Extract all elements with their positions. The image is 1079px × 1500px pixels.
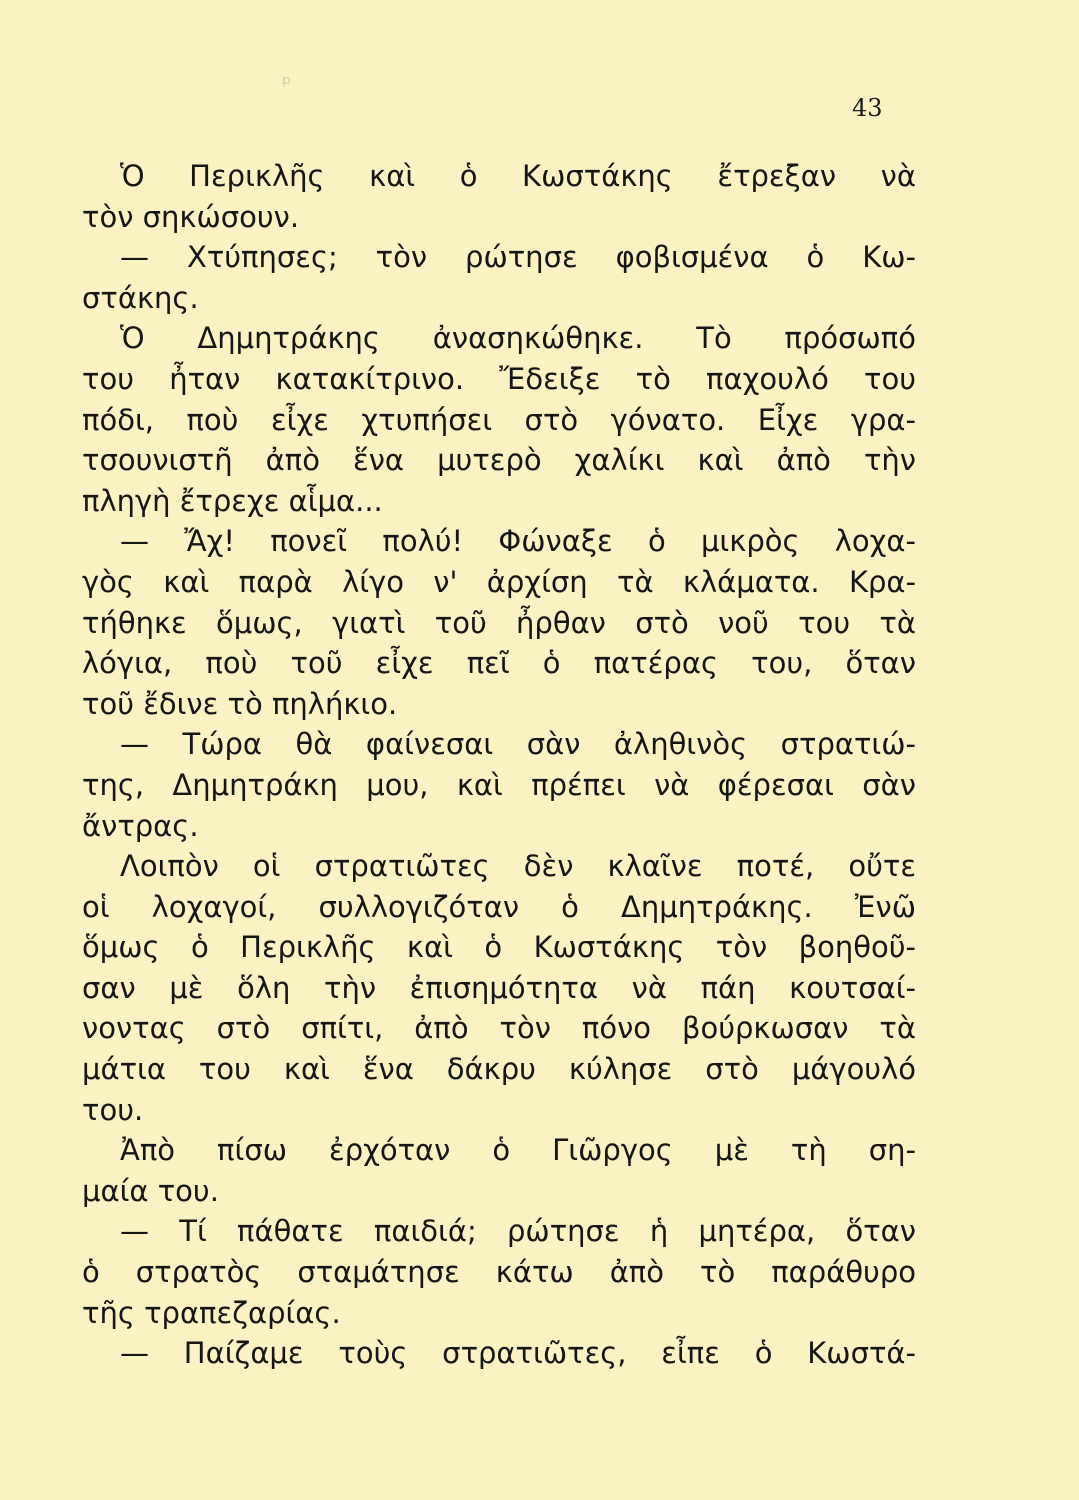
text-line: ἄντρας. <box>82 808 199 843</box>
text-line: πληγὴ ἔτρεχε αἷμα... <box>82 483 383 518</box>
pencil-mark-icon: ᵖ <box>282 72 292 97</box>
text-line: τσουνιστῆ ἀπὸ ἕνα μυτερὸ χαλίκι καὶ ἀπὸ τὴν <box>82 443 916 478</box>
text-line: τήθηκε ὅμως, γιατὶ τοῦ ἦρθαν στὸ νοῦ του τὰ <box>82 605 916 640</box>
text-line: στάκης. <box>82 280 199 315</box>
text-line: τῆς τραπεζαρίας. <box>82 1295 341 1330</box>
text-line: — Χτύπησες; τὸν ρώτησε φοβισμένα ὁ Κω- <box>120 240 916 275</box>
text-line: τὸν σηκώσουν. <box>82 199 300 234</box>
text-line: τοῦ ἔδινε τὸ πηλήκιο. <box>82 686 398 721</box>
text-line: πόδι, ποὺ εἶχε χτυπήσει στὸ γόνατο. Εἶχε γρα- <box>82 402 916 437</box>
text-line: μάτια του καὶ ἕνα δάκρυ κύλησε στὸ μάγουλό <box>82 1052 916 1087</box>
text-line: ὅμως ὁ Περικλῆς καὶ ὁ Κωστάκης τὸν βοηθοῦ- <box>82 930 916 965</box>
text-line: Ὁ Περικλῆς καὶ ὁ Κωστάκης ἔτρεξαν νὰ <box>120 159 916 193</box>
text-line: του ἦταν κατακίτρινο. Ἔδειξε τὸ παχουλό του <box>82 361 916 396</box>
text-line: νοντας στὸ σπίτι, ἀπὸ τὸν πόνο βούρκωσαν τὰ <box>82 1011 916 1046</box>
text-line: ὁ στρατὸς σταμάτησε κάτω ἀπὸ τὸ παράθυρο <box>82 1255 916 1290</box>
text-line: οἱ λοχαγοί, συλλογιζόταν ὁ Δημητράκης. Ἐνῶ <box>82 889 916 924</box>
text-line: Ἀπὸ πίσω ἐρχόταν ὁ Γιῶργος μὲ τὴ ση- <box>120 1133 916 1168</box>
text-line: λόγια, ποὺ τοῦ εἶχε πεῖ ὁ πατέρας του, ὅταν <box>82 646 916 681</box>
text-line: του. <box>82 1092 144 1127</box>
text-line: Λοιπὸν οἱ στρατιῶτες δὲν κλαῖνε ποτέ, οὔτε <box>120 849 916 884</box>
text-line: — Τώρα θὰ φαίνεσαι σὰν ἀληθινὸς στρατιώ- <box>120 727 916 762</box>
text-line: — Ἄχ! πονεῖ πολύ! Φώναξε ὁ μικρὸς λοχα- <box>120 524 916 559</box>
body-text <box>82 156 916 1374</box>
text-line: — Τί πάθατε παιδιά; ρώτησε ἡ μητέρα, ὅταν <box>120 1214 916 1249</box>
text-line: γὸς καὶ παρὰ λίγο ν' ἀρχίση τὰ κλάματα. Κρα- <box>82 564 916 599</box>
text-line: Ὁ Δημητράκης ἀνασηκώθηκε. Τὸ πρόσωπό <box>120 321 916 356</box>
text-line: της, Δημητράκη μου, καὶ πρέπει νὰ φέρεσαι σὰν <box>82 767 916 802</box>
text-line: μαία του. <box>82 1173 219 1208</box>
text-line: — Παίζαμε τοὺς στρατιῶτες, εἶπε ὁ Κωστά- <box>120 1336 916 1371</box>
page-number: 43 <box>852 94 883 122</box>
text-line: σαν μὲ ὅλη τὴν ἐπισημότητα νὰ πάη κουτσαί- <box>82 970 916 1005</box>
